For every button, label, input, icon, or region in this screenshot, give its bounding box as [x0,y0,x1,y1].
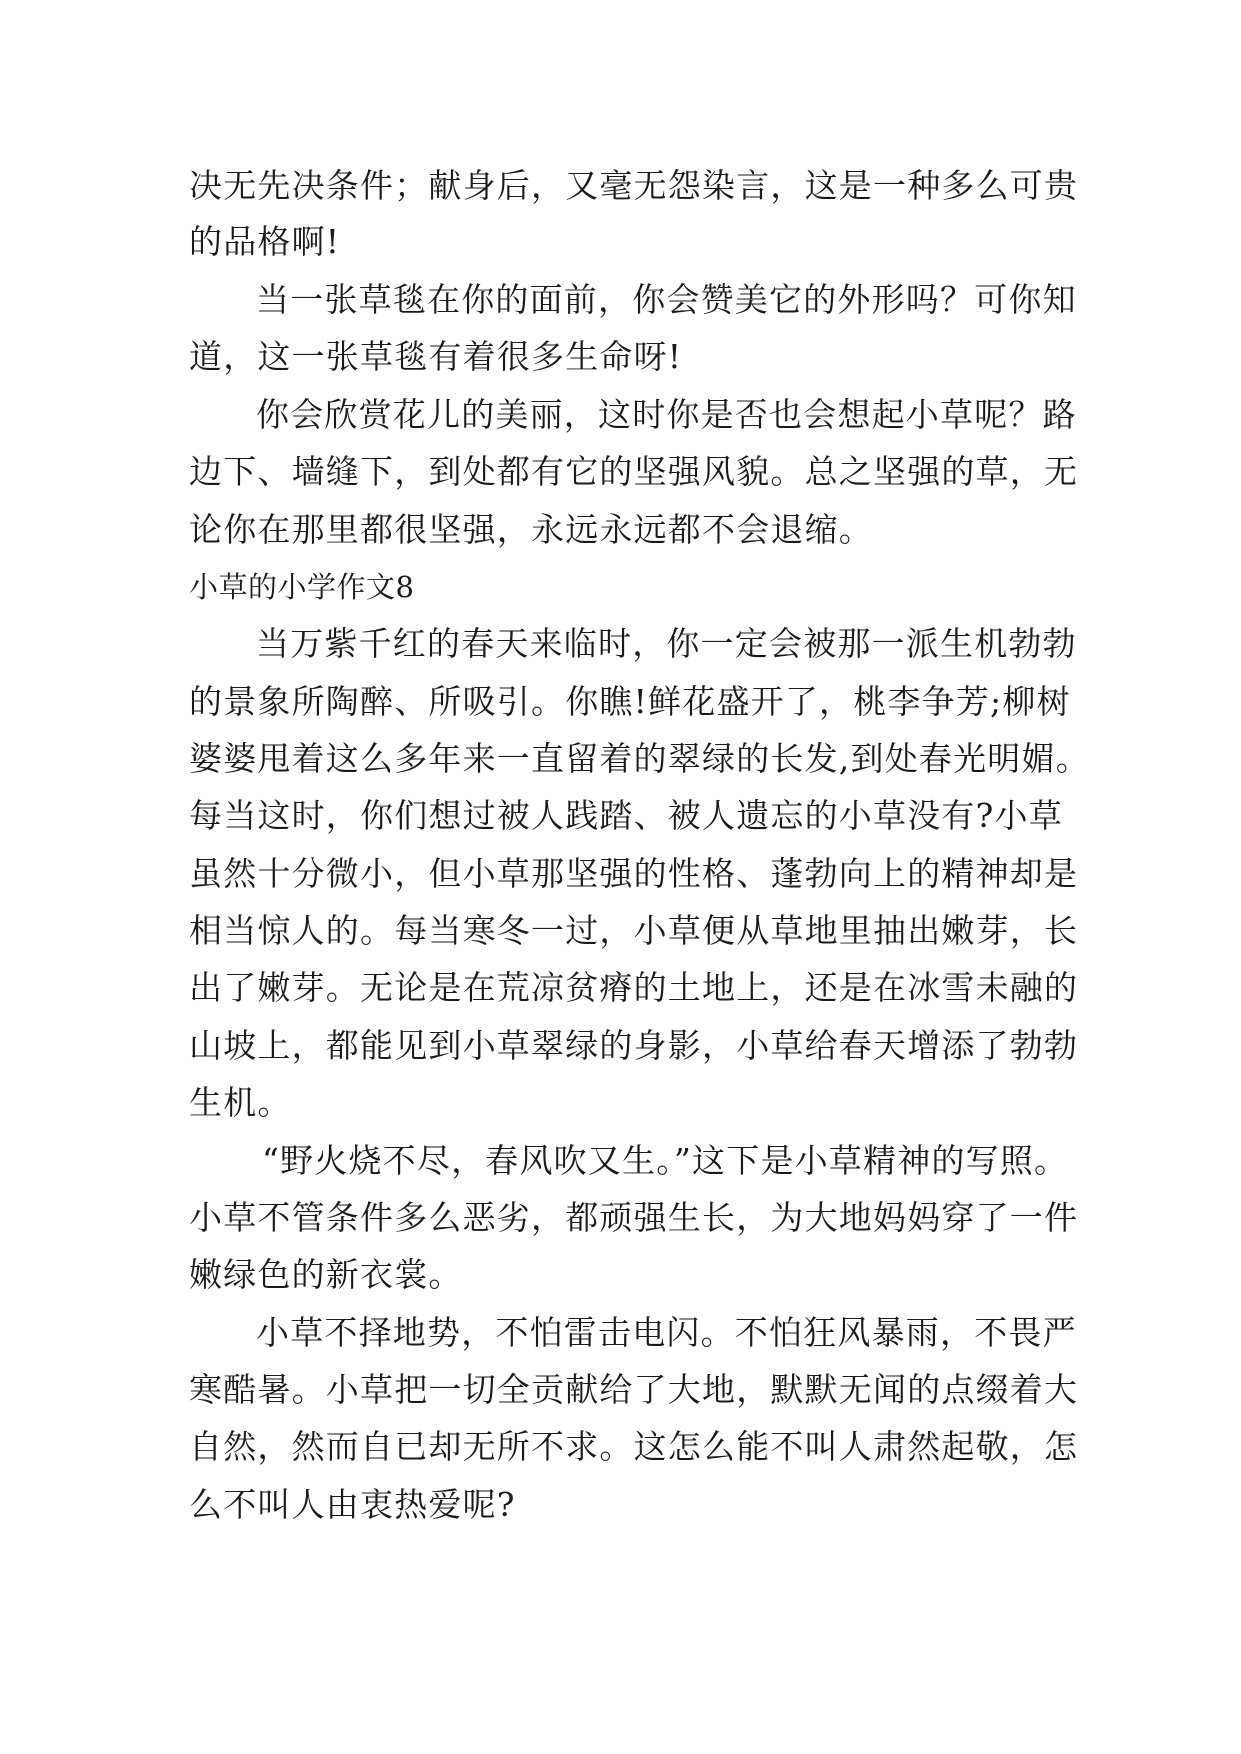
text-line: 山坡上，都能见到小草翠绿的身影，小草给春天增添了勃勃 [189,1026,1079,1065]
section-heading: 小草的小学作文8 [189,570,415,604]
text-line: 当万紫千红的春天来临时，你一定会被那一派生机勃勃 [256,624,1077,663]
text-line: 的景象所陶醉、所吸引。你瞧!鲜花盛开了，桃李争芳;柳树 [189,682,1071,721]
text-line: 出了嫩芽。无论是在荒凉贫瘠的土地上，还是在冰雪未融的 [189,968,1079,1007]
text-line: 论你在那里都很坚强，永远永远都不会退缩。 [189,510,873,549]
text-line: 边下、墙缝下，到处都有它的坚强风貌。总之坚强的草，无 [189,452,1079,491]
text-line: 寒酷暑。小草把一切全贡献给了大地，默默无闻的点缀着大 [189,1370,1079,1409]
text-line: 当一张草毯在你的面前，你会赞美它的外形吗？可你知 [256,280,1077,319]
text-line: “野火烧不尽，春风吹又生。”这下是小草精神的写照。 [262,1141,1069,1180]
text-line: 的品格啊! [189,222,341,261]
text-line: 你会欣赏花儿的美丽，这时你是否也会想起小草呢？路 [256,395,1077,434]
text-line: 每当这时，你们想过被人践踏、被人遗忘的小草没有?小草 [189,796,1063,835]
text-line: 嫩绿色的新衣裳。 [189,1255,463,1294]
text-line: 自然，然而自已却无所不求。这怎么能不叫人肃然起敬，怎 [189,1427,1079,1466]
text-line: 小草不择地势，不怕雷击电闪。不怕狂风暴雨，不畏严 [256,1313,1077,1352]
text-line: 道，这一张草毯有着很多生命呀! [189,337,683,376]
text-line: 婆婆甩着这么多年来一直留着的翠绿的长发,到处春光明媚。 [189,739,1090,778]
text-line: 生机。 [189,1083,292,1122]
text-line: 相当惊人的。每当寒冬一过，小草便从草地里抽出嫩芽，长 [189,911,1079,950]
text-line: 决无先决条件；献身后，又毫无怨染言，这是一种多么可贵 [189,166,1079,205]
text-line: 虽然十分微小，但小草那坚强的性格、蓬勃向上的精神却是 [189,854,1079,893]
text-line: 么不叫人由衷热爱呢? [189,1485,516,1524]
text-line: 小草不管条件多么恶劣，都顽强生长，为大地妈妈穿了一件 [189,1198,1079,1237]
